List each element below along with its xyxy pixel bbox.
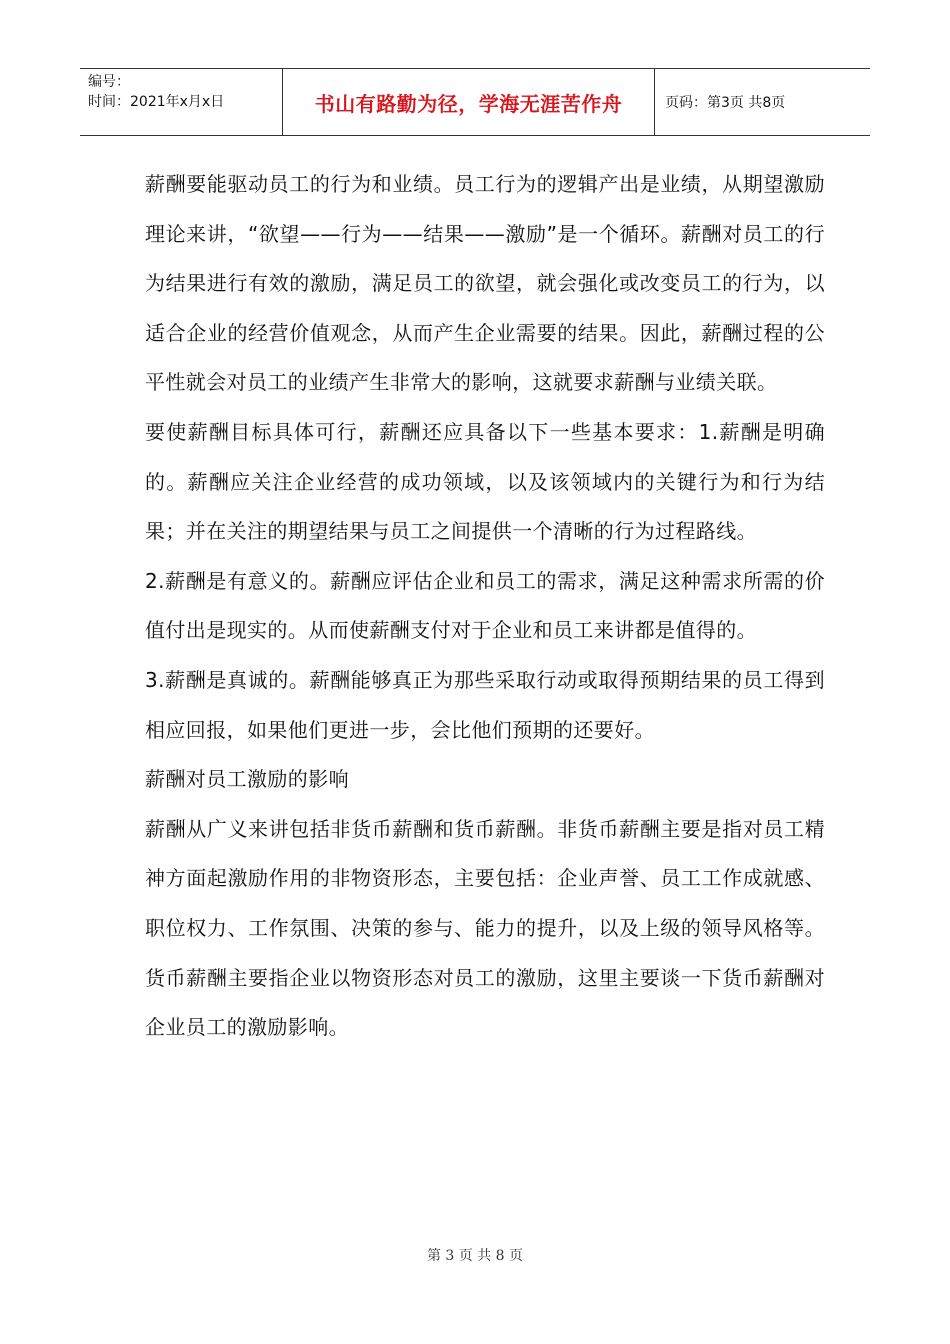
header-page-info: 页码：第3页 共8页 (665, 95, 786, 111)
body-paragraph: 2.薪酬是有意义的。薪酬应评估企业和员工的需求，满足这种需求所需的价值付出是现实的。从而使薪酬支付对于企业和员工来讲都是值得的。 (145, 568, 825, 643)
header-motto: 书山有路勤为径，学海无涯苦作舟 (283, 69, 655, 135)
body-paragraph: 薪酬从广义来讲包括非货币薪酬和货币薪酬。非货币薪酬主要是指对员工精神方面起激励作用的非物资形态，主要包括：企业声誉、员工工作成就感、职位权力、工作氛围、决策的参与、能力的提升，以及上级的领导风格等。货币薪酬主要指企业以物资形态对员工的激励，这里主要谈一下货币薪酬对企业员工的激励影响。 (145, 816, 825, 1040)
section-heading: 薪酬对员工激励的影响 (145, 767, 349, 792)
header-meta (80, 69, 283, 135)
page-header (80, 68, 870, 136)
page-footer: 第 3 页 共 8 页 (426, 1248, 524, 1264)
body-paragraph: 要使薪酬目标具体可行，薪酬还应具备以下一些基本要求：1.薪酬是明确的。薪酬应关注企业经营的成功领域，以及该领域内的关键行为和行为结果；并在关注的期望结果与员工之间提供一个清晰的行为过程路线。 (145, 419, 825, 544)
document-body (145, 160, 825, 1053)
document-number-label: 编号： (88, 74, 130, 90)
body-paragraph: 3.薪酬是真诚的。薪酬能够真正为那些采取行动或取得预期结果的员工得到相应回报，如果他们更进一步，会比他们预期的还要好。 (145, 667, 825, 742)
body-paragraph: 薪酬要能驱动员工的行为和业绩。员工行为的逻辑产出是业绩，从期望激励理论来讲，“欲望——行为——结果——激励”是一个循环。薪酬对员工的行为结果进行有效的激励，满足员工的欲望，就会强化或改变员工的行为，以适合企业的经营价值观念，从而产生企业需要的结果。因此，薪酬过程的公平性就会对员工的业绩产生非常大的影响，这就要求薪酬与业绩关联。 (145, 172, 825, 395)
document-date-label: 时间：2021年x月x日 (88, 94, 225, 110)
